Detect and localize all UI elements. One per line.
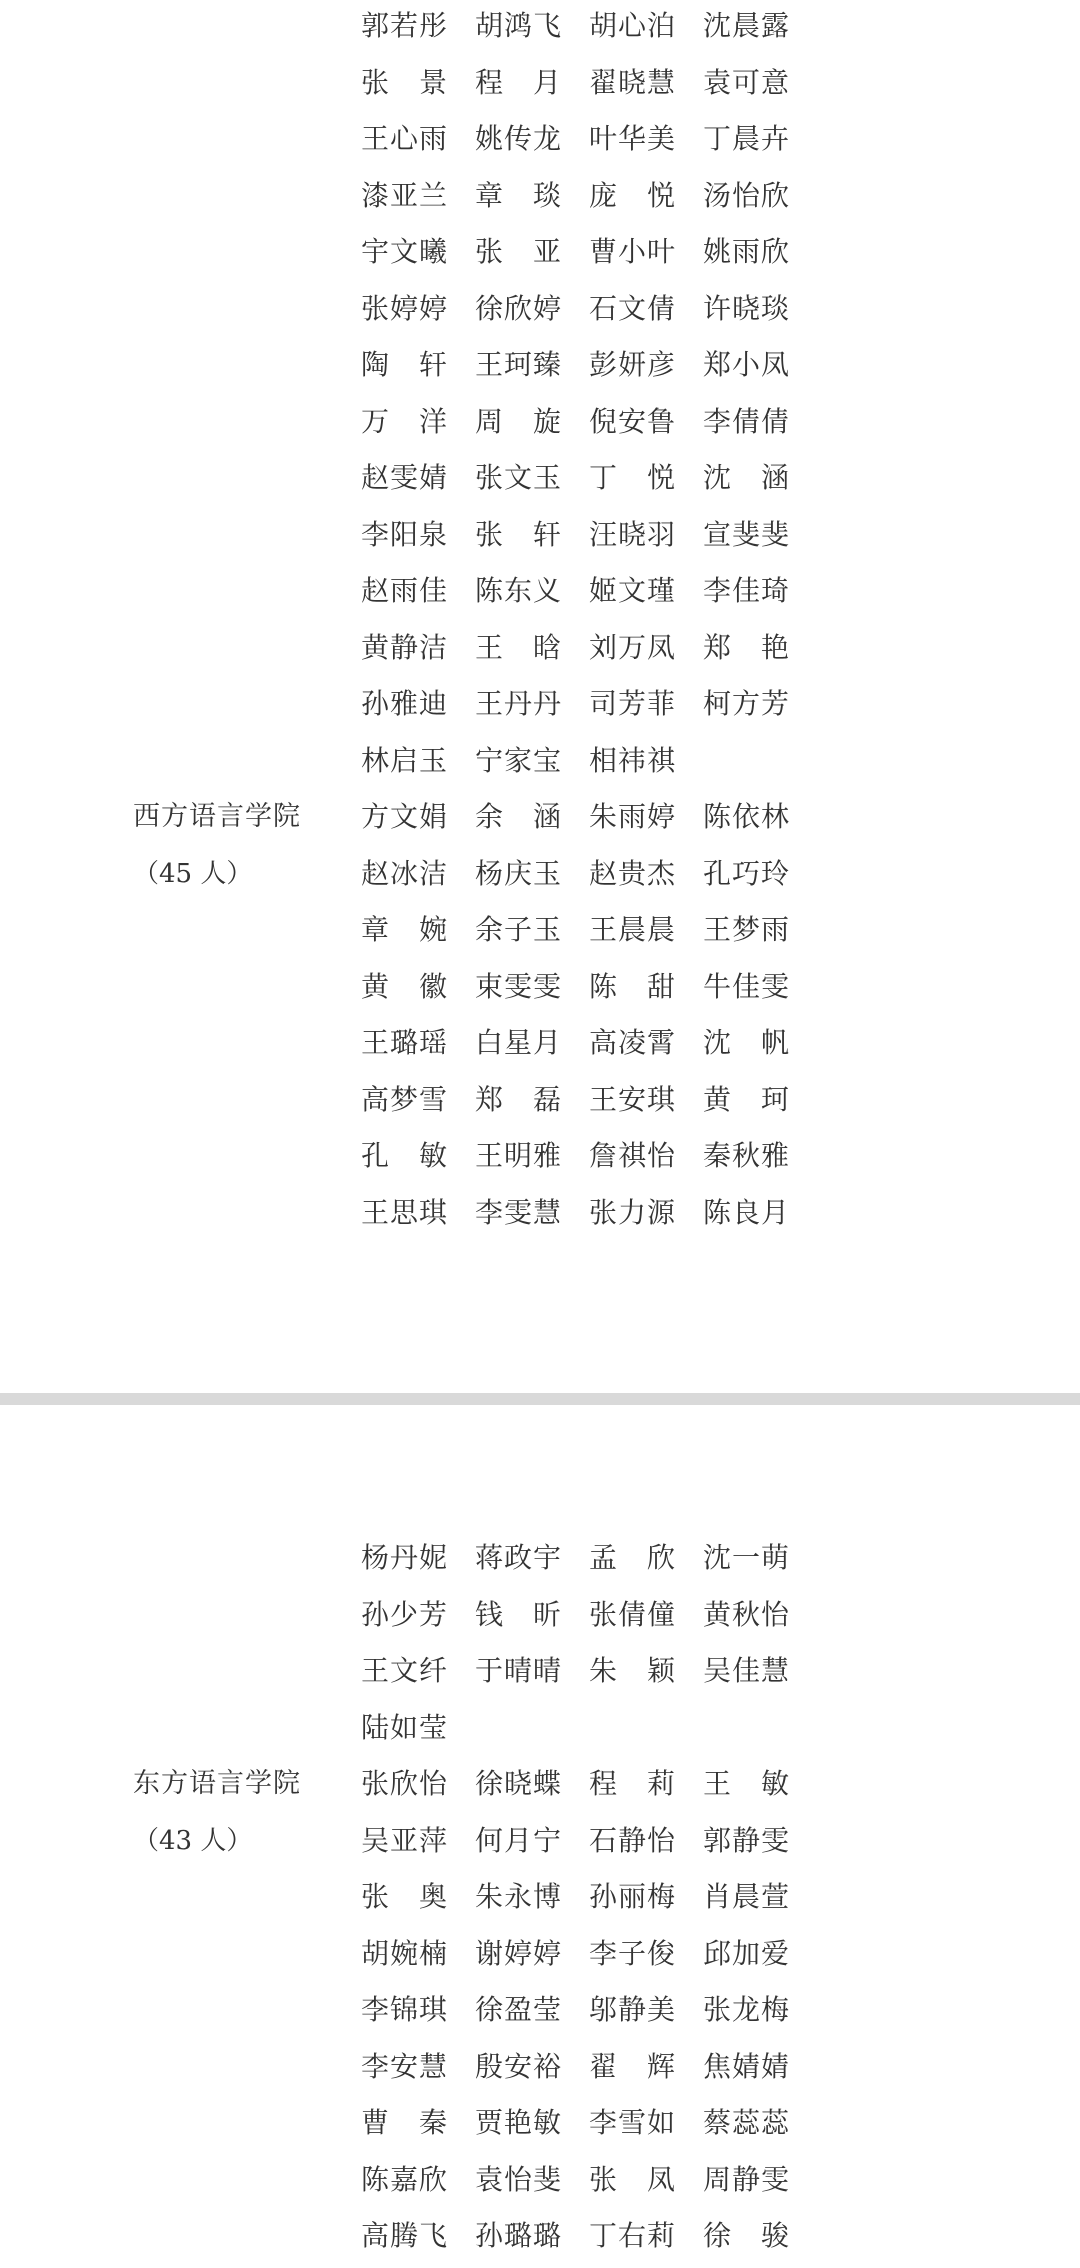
student-name: 邱加爱 — [703, 1936, 791, 1970]
student-name: 许晓琰 — [703, 291, 791, 325]
name-row — [361, 0, 791, 54]
student-name: 王晨晨 — [589, 913, 677, 946]
student-name: 郑小凤 — [703, 348, 791, 381]
student-name: 翟晓慧 — [589, 65, 677, 99]
student-name: 贾艳敏 — [475, 2106, 563, 2139]
student-name: 彭妍彦 — [589, 348, 677, 381]
student-name: 王安琪 — [589, 1082, 677, 1116]
student-name: 陆如莹 — [361, 1710, 449, 1744]
student-name: 林启玉 — [361, 743, 449, 777]
page-separator — [0, 1393, 1080, 1405]
name-row — [361, 1128, 791, 1184]
student-name: 沈晨露 — [703, 9, 791, 42]
student-name: 邬静美 — [589, 1993, 677, 2026]
student-name: 高梦雪 — [361, 1082, 449, 1116]
student-name: 秦秋雅 — [703, 1139, 791, 1172]
student-name: 李锦琪 — [361, 1993, 449, 2026]
name-row — [361, 1926, 791, 1982]
student-name: 张 奥 — [361, 1880, 449, 1913]
name-row — [361, 1587, 791, 1643]
student-name: 程 莉 — [589, 1767, 677, 1800]
student-name: 陈良月 — [703, 1195, 791, 1229]
student-name: 周 旋 — [475, 404, 563, 438]
student-name: 于晴晴 — [475, 1654, 563, 1687]
student-name: 郑 磊 — [475, 1082, 563, 1116]
name-row — [361, 111, 791, 167]
student-name: 王明雅 — [475, 1139, 563, 1172]
student-name: 翟 辉 — [589, 2049, 677, 2083]
student-name: 张 凤 — [589, 2162, 677, 2196]
name-row — [361, 1813, 791, 1869]
student-name: 郭静雯 — [703, 1823, 791, 1857]
student-name: 赵冰洁 — [361, 856, 449, 890]
student-name: 张力源 — [589, 1195, 677, 1229]
student-name: 王珂臻 — [475, 348, 563, 381]
student-name: 张倩僮 — [589, 1597, 677, 1631]
name-row — [361, 789, 791, 845]
student-name: 司芳菲 — [589, 687, 677, 720]
student-name: 徐盈莹 — [475, 1993, 563, 2026]
student-name: 沈一萌 — [703, 1541, 791, 1574]
name-row — [361, 281, 791, 337]
student-name: 郑 艳 — [703, 630, 791, 664]
name-row — [361, 55, 791, 111]
student-name: 郭若彤 — [361, 9, 449, 42]
student-name: 朱永博 — [475, 1880, 563, 1913]
student-name: 束雯雯 — [475, 969, 563, 1003]
student-name: 黄 徽 — [361, 969, 449, 1003]
student-name: 杨丹妮 — [361, 1541, 449, 1574]
student-name — [475, 1700, 555, 1756]
student-name — [703, 733, 783, 789]
student-name: 姚传龙 — [475, 122, 563, 155]
student-name: 曹 秦 — [361, 2106, 449, 2139]
student-name: 余 涵 — [475, 800, 563, 833]
student-name: 章 琰 — [475, 178, 563, 212]
name-row — [361, 1015, 791, 1071]
name-row — [361, 563, 791, 619]
department-name-eastern-languages: 东方语言学院 — [133, 1768, 301, 1799]
student-name: 孔 敏 — [361, 1139, 449, 1172]
student-name: 袁可意 — [703, 65, 791, 99]
student-name: 李安慧 — [361, 2049, 449, 2083]
student-name: 朱 颖 — [589, 1654, 677, 1687]
name-row — [361, 507, 791, 563]
student-name: 王文纤 — [361, 1654, 449, 1687]
student-name: 李雪如 — [589, 2106, 677, 2139]
student-name: 胡鸿飞 — [475, 9, 563, 42]
student-name: 陈 甜 — [589, 969, 677, 1003]
student-name: 周静雯 — [703, 2162, 791, 2196]
student-name: 李子俊 — [589, 1936, 677, 1970]
name-row — [361, 733, 783, 789]
student-name — [589, 1700, 669, 1756]
student-name: 孙璐璐 — [475, 2219, 563, 2252]
name-row — [361, 1700, 783, 1756]
student-name: 张欣怡 — [361, 1767, 449, 1800]
department-count-eastern-languages: （43 人） — [133, 1825, 253, 1856]
student-name: 柯方芳 — [703, 687, 791, 720]
name-row — [361, 2095, 791, 2151]
student-name: 王丹丹 — [475, 687, 563, 720]
name-row — [361, 1756, 791, 1812]
student-name: 丁右莉 — [589, 2219, 677, 2252]
student-name: 姬文瑾 — [589, 574, 677, 607]
student-name: 张 轩 — [475, 517, 563, 551]
student-name: 丁 悦 — [589, 461, 677, 494]
student-name: 钱 昕 — [475, 1597, 563, 1631]
student-name: 石文倩 — [589, 291, 677, 325]
department-name-western-languages: 西方语言学院 — [133, 801, 301, 832]
student-name: 孔巧玲 — [703, 856, 791, 890]
name-row — [361, 224, 791, 280]
student-name: 殷安裕 — [475, 2049, 563, 2083]
student-name: 李倩倩 — [703, 404, 791, 438]
student-name: 牛佳雯 — [703, 969, 791, 1003]
name-row — [361, 2208, 791, 2264]
name-row — [361, 959, 791, 1015]
student-name: 张婷婷 — [361, 291, 449, 325]
student-name: 万 洋 — [361, 404, 449, 438]
student-name: 沈 涵 — [703, 461, 791, 494]
student-name: 程 月 — [475, 65, 563, 99]
student-name: 朱雨婷 — [589, 800, 677, 833]
student-name: 赵贵杰 — [589, 856, 677, 890]
student-name: 陈东义 — [475, 574, 563, 607]
student-name: 陈依林 — [703, 800, 791, 833]
document-page-2 — [0, 1405, 1080, 2268]
name-row — [361, 620, 791, 676]
student-name: 孙雅迪 — [361, 687, 449, 720]
student-name: 赵雯婧 — [361, 461, 449, 494]
student-name: 蒋政宇 — [475, 1541, 563, 1574]
student-name: 庞 悦 — [589, 178, 677, 212]
student-name: 黄秋怡 — [703, 1597, 791, 1631]
student-name: 相祎祺 — [589, 743, 677, 777]
student-name: 陈嘉欣 — [361, 2162, 449, 2196]
student-name: 赵雨佳 — [361, 574, 449, 607]
student-name: 张文玉 — [475, 461, 563, 494]
student-name: 汪晓羽 — [589, 517, 677, 551]
student-name: 张 亚 — [475, 235, 563, 268]
name-row — [361, 2152, 791, 2208]
name-row — [361, 1982, 791, 2038]
student-name: 王璐瑶 — [361, 1026, 449, 1059]
department-count-western-languages: （45 人） — [133, 858, 253, 889]
student-name: 李佳琦 — [703, 574, 791, 607]
student-name: 汤怡欣 — [703, 178, 791, 212]
student-name: 宁家宝 — [475, 743, 563, 777]
student-name: 孙少芳 — [361, 1597, 449, 1631]
student-name: 詹祺怡 — [589, 1139, 677, 1172]
student-name: 倪安鲁 — [589, 404, 677, 438]
student-name: 焦婧婧 — [703, 2049, 791, 2083]
student-name: 石静怡 — [589, 1823, 677, 1857]
student-name: 袁怡斐 — [475, 2162, 563, 2196]
student-name: 黄 珂 — [703, 1082, 791, 1116]
student-name: 肖晨萱 — [703, 1880, 791, 1913]
student-name: 胡心泊 — [589, 9, 677, 42]
student-name: 宇文曦 — [361, 235, 449, 268]
student-name: 章 婉 — [361, 913, 449, 946]
name-row — [361, 1072, 791, 1128]
student-name: 陶 轩 — [361, 348, 449, 381]
student-name: 方文娟 — [361, 800, 449, 833]
student-name: 高凌霄 — [589, 1026, 677, 1059]
student-name: 吴亚萍 — [361, 1823, 449, 1857]
student-name: 王心雨 — [361, 122, 449, 155]
name-row — [361, 450, 791, 506]
student-name: 刘万凤 — [589, 630, 677, 664]
student-name: 黄静洁 — [361, 630, 449, 664]
student-name: 李阳泉 — [361, 517, 449, 551]
name-row — [361, 2039, 791, 2095]
name-row — [361, 676, 791, 732]
student-name: 曹小叶 — [589, 235, 677, 268]
student-name: 徐晓蝶 — [475, 1767, 563, 1800]
name-row — [361, 846, 791, 902]
name-row — [361, 1530, 791, 1586]
student-name: 蔡蕊蕊 — [703, 2106, 791, 2139]
student-name: 漆亚兰 — [361, 178, 449, 212]
student-name: 姚雨欣 — [703, 235, 791, 268]
student-name: 王思琪 — [361, 1195, 449, 1229]
student-name: 孟 欣 — [589, 1541, 677, 1574]
student-name: 高腾飞 — [361, 2219, 449, 2252]
student-name — [703, 1700, 783, 1756]
student-name: 余子玉 — [475, 913, 563, 946]
student-name: 李雯慧 — [475, 1195, 563, 1229]
student-name: 沈 帆 — [703, 1026, 791, 1059]
student-name: 徐欣婷 — [475, 291, 563, 325]
student-name: 杨庆玉 — [475, 856, 563, 890]
student-name: 徐 骏 — [703, 2219, 791, 2252]
student-name: 谢婷婷 — [475, 1936, 563, 1970]
student-name: 宣斐斐 — [703, 517, 791, 551]
name-row — [361, 394, 791, 450]
student-name: 孙丽梅 — [589, 1880, 677, 1913]
student-name: 胡婉楠 — [361, 1936, 449, 1970]
student-name: 王梦雨 — [703, 913, 791, 946]
name-row — [361, 337, 791, 393]
name-row — [361, 1185, 791, 1241]
student-name: 张龙梅 — [703, 1993, 791, 2026]
student-name: 白星月 — [475, 1026, 563, 1059]
name-row — [361, 1643, 791, 1699]
name-row — [361, 1869, 791, 1925]
name-row — [361, 168, 791, 224]
student-name: 王 敏 — [703, 1767, 791, 1800]
student-name: 王 晗 — [475, 630, 563, 664]
student-name: 叶华美 — [589, 122, 677, 155]
name-row — [361, 902, 791, 958]
student-name: 丁晨卉 — [703, 122, 791, 155]
student-name: 张 景 — [361, 65, 449, 99]
student-name: 吴佳慧 — [703, 1654, 791, 1687]
student-name: 何月宁 — [475, 1823, 563, 1857]
